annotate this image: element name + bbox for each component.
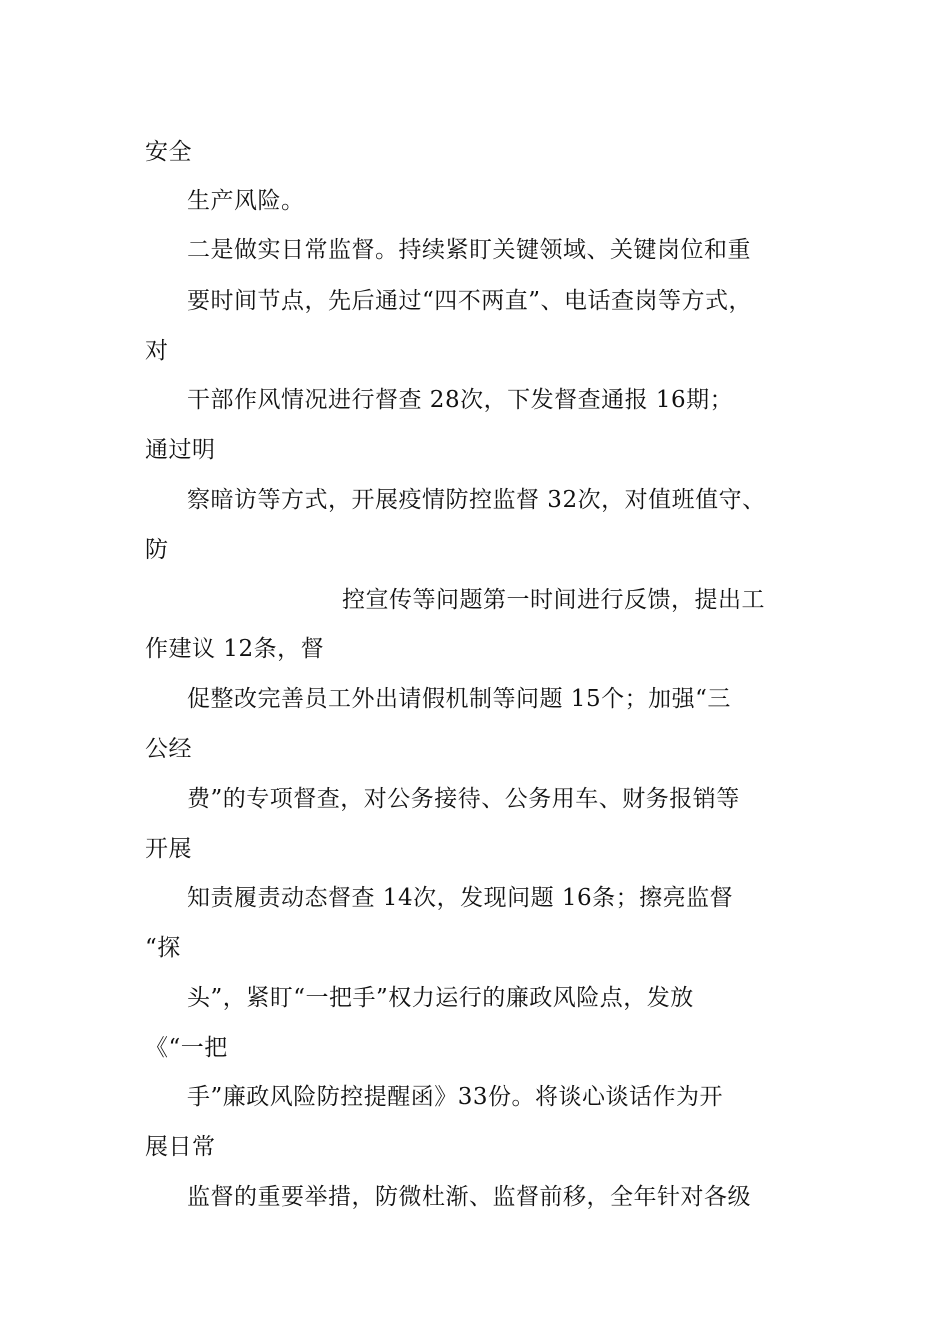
text-line: 展日常 bbox=[145, 1134, 216, 1160]
text-line: 生产风险。 bbox=[187, 188, 305, 214]
text-line: 知责履责动态督查 14次，发现问题 16条；擦亮监督 bbox=[187, 885, 734, 911]
text-line: 《“一把 bbox=[145, 1035, 228, 1061]
text-line: 手”廉政风险防控提醒函》33份。将谈心谈话作为开 bbox=[187, 1084, 724, 1110]
text-line: 干部作风情况进行督查 28次，下发督查通报 16期； bbox=[187, 387, 734, 413]
text-line: 二是做实日常监督。持续紧盯关键领域、关键岗位和重 bbox=[187, 237, 751, 263]
text-line: 监督的重要举措，防微杜渐、监督前移，全年针对各级 bbox=[187, 1184, 751, 1210]
text-line: 控宣传等问题第一时间进行反馈，提出工 bbox=[342, 587, 765, 613]
text-line: 对 bbox=[145, 338, 169, 364]
text-line: 察暗访等方式，开展疫情防控监督 32次，对值班值守、 bbox=[187, 487, 766, 513]
text-line: 头”，紧盯“一把手”权力运行的廉政风险点，发放 bbox=[187, 985, 694, 1011]
text-line: 费”的专项督查，对公务接待、公务用车、财务报销等 bbox=[187, 786, 740, 812]
text-line: 开展 bbox=[145, 836, 192, 862]
text-line: 要时间节点，先后通过“四不两直”、电话查岗等方式， bbox=[187, 288, 753, 314]
text-line: 通过明 bbox=[145, 437, 216, 463]
text-line: 促整改完善员工外出请假机制等问题 15个；加强“三 bbox=[187, 686, 731, 712]
text-line: “探 bbox=[145, 935, 181, 961]
text-line: 作建议 12条，督 bbox=[145, 636, 325, 662]
text-line: 防 bbox=[145, 537, 169, 563]
text-line: 安全 bbox=[145, 139, 192, 165]
text-line: 公经 bbox=[145, 736, 192, 762]
